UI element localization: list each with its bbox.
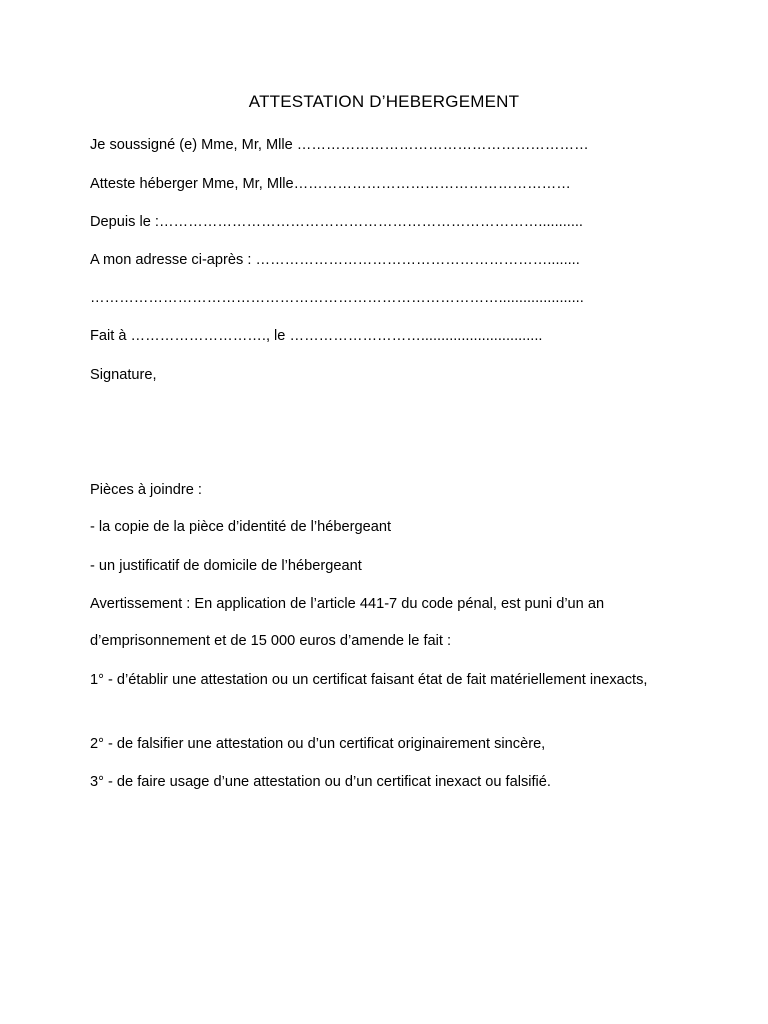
clause-2: 2° - de falsifier une attestation ou d’un certificat originairement sincère, [90,736,546,752]
avertissement-line-2: d’emprisonnement et de 15 000 euros d’amende le fait : [90,633,452,649]
field-adresse: A mon adresse ci-après : ……………………………………………………........ [90,252,580,268]
field-soussigne: Je soussigné (e) Mme, Mr, Mlle …………………………………………………… [90,137,589,153]
signature-label: Signature, [90,367,157,383]
clause-1: 1° - d’établir une attestation ou un certificat faisant état de fait matériellement inexacts, [90,672,648,688]
piece-item-identite: - la copie de la pièce d’identité de l’hébergeant [90,519,392,535]
field-heberger: Atteste héberger Mme, Mr, Mlle………………………………………………… [90,176,571,192]
field-fait-a: Fait à ………………………., le ……………………….............................. [90,328,543,344]
clause-3: 3° - de faire usage d’une attestation ou d’un certificat inexact ou falsifié. [90,774,551,790]
field-adresse-suite: …………………………………………………………………………..................... [90,290,584,306]
piece-item-domicile: - un justificatif de domicile de l’hébergeant [90,558,362,574]
field-depuis: Depuis le :……………………………………………………………………........... [90,214,583,230]
avertissement-line-1: Avertissement : En application de l’article 441-7 du code pénal, est puni d’un an [90,596,605,612]
pieces-heading: Pièces à joindre : [90,482,202,498]
document-title: ATTESTATION D’HEBERGEMENT [248,92,520,111]
